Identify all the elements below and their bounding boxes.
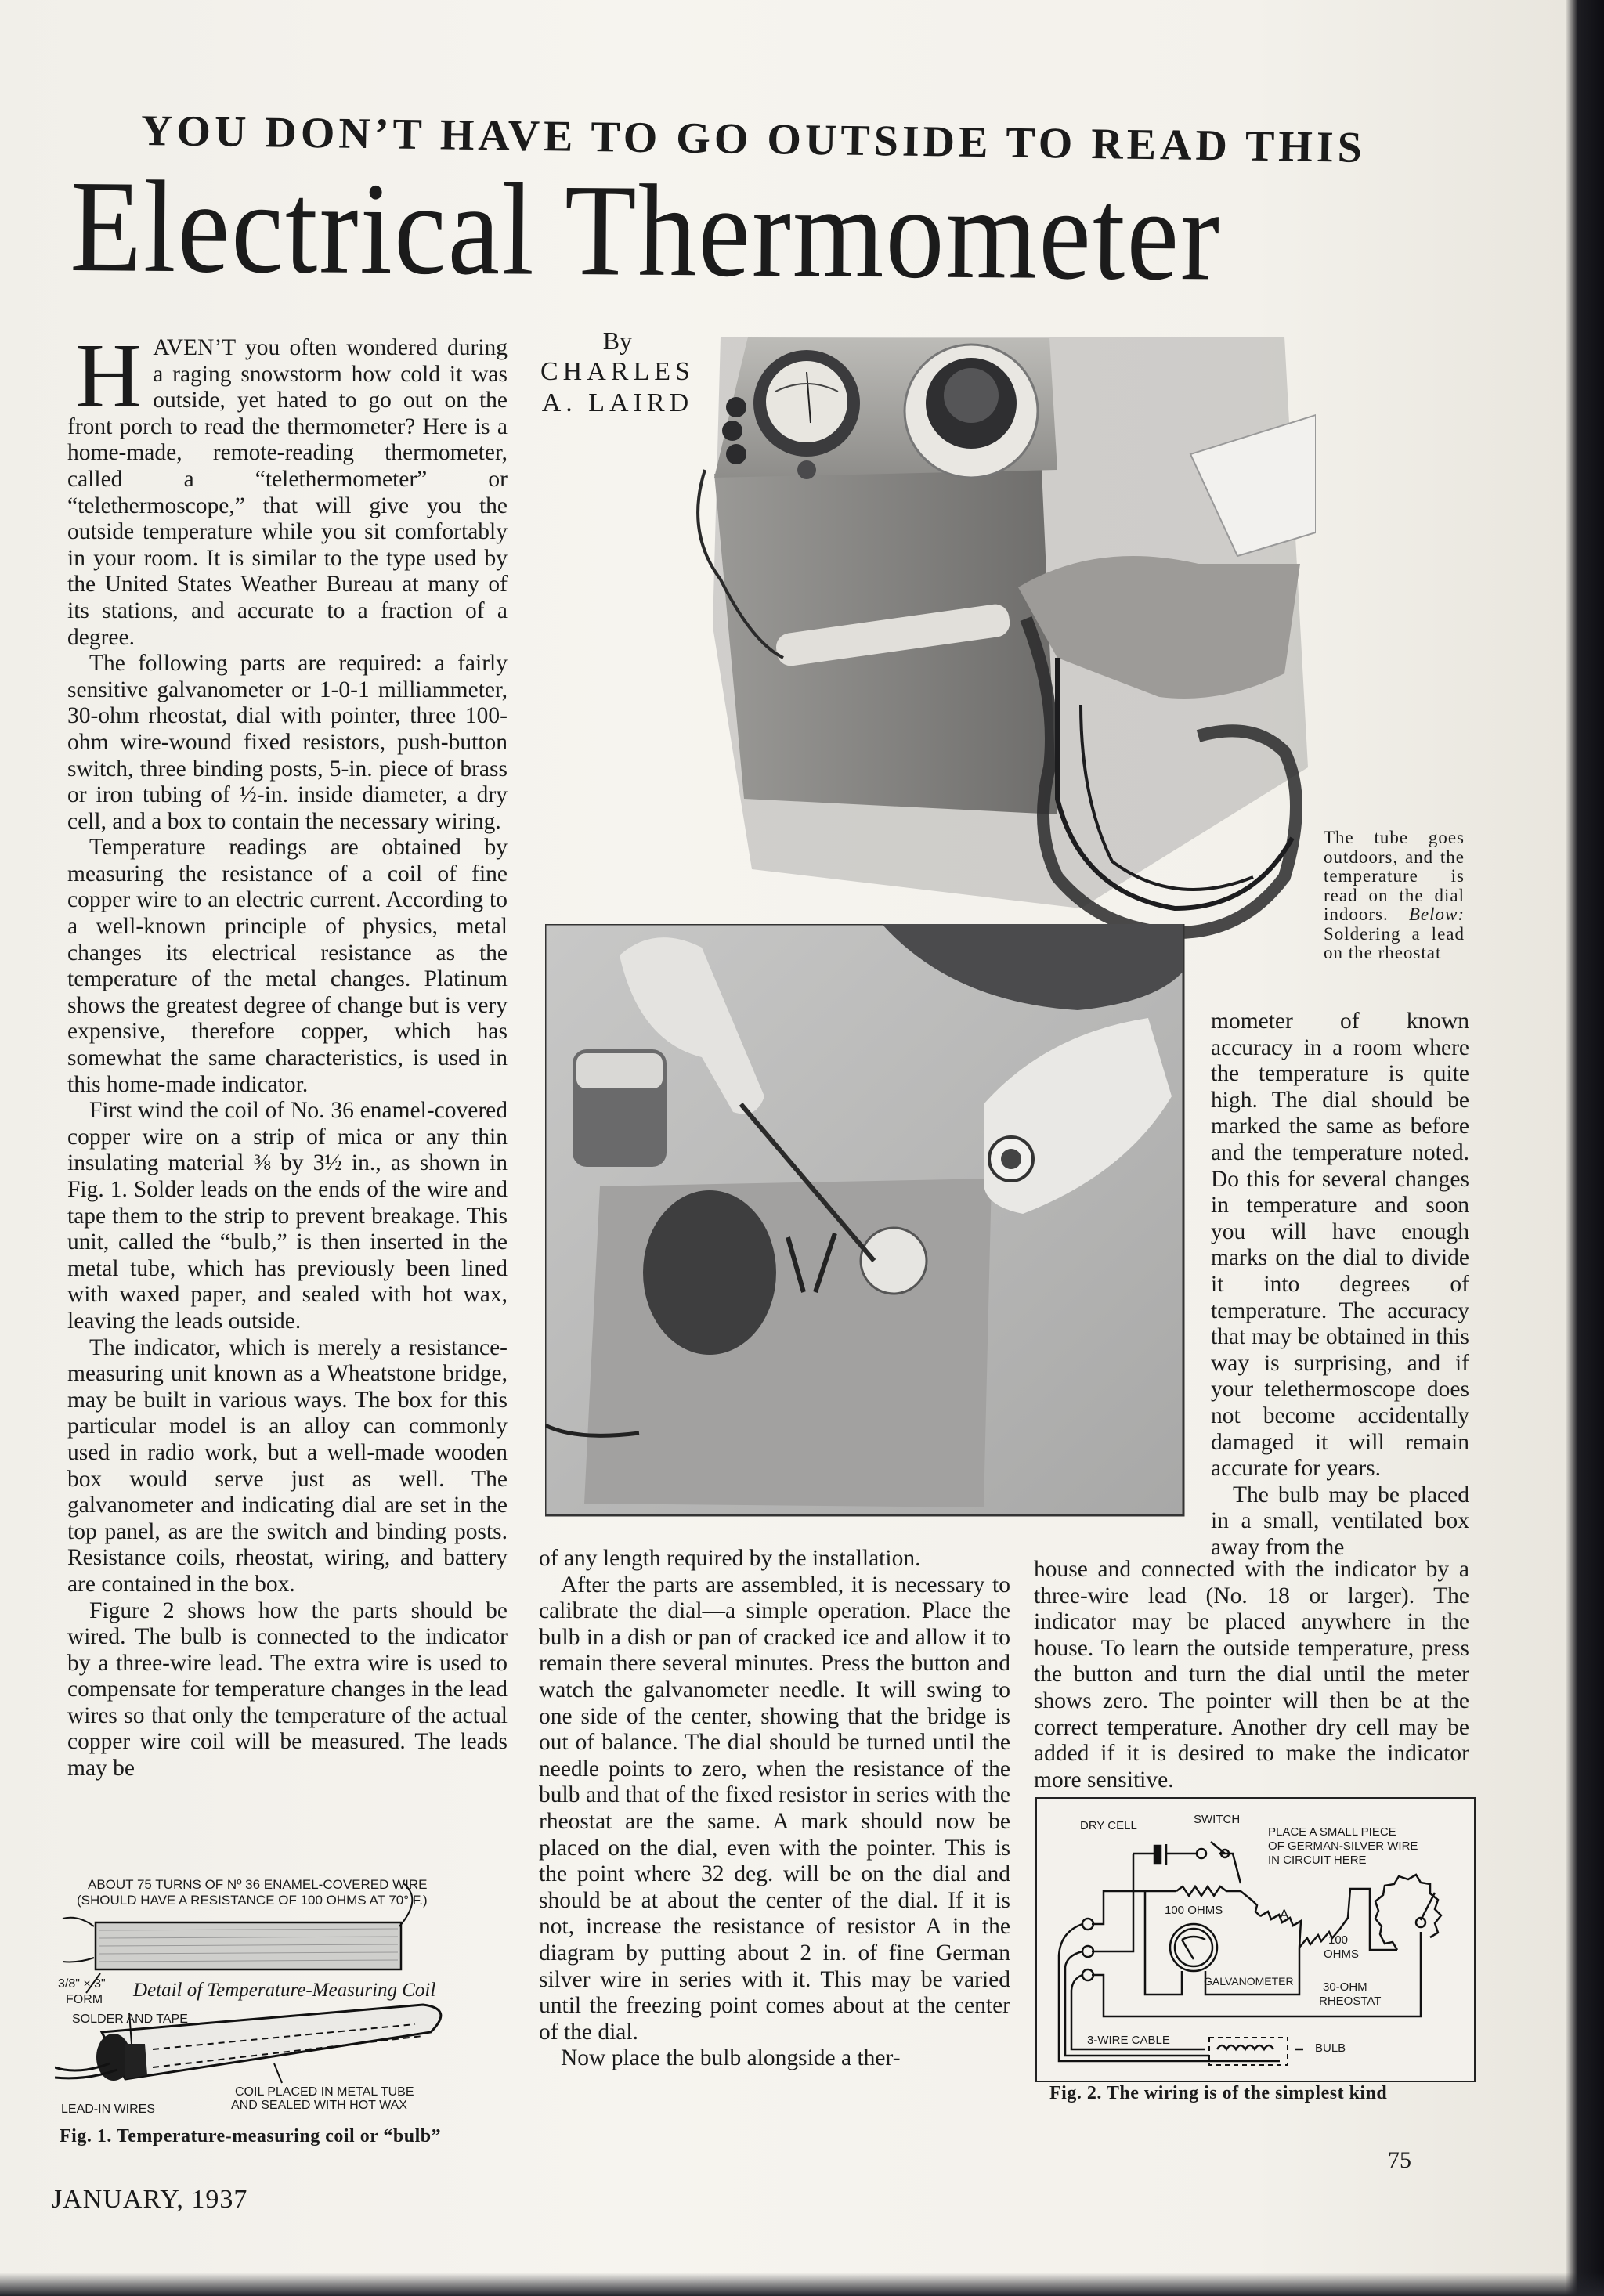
paragraph: Figure 2 shows how the parts should be wired. The bulb is connected to the indicator by a three-wire lead. The extra wire is used to compensate for temperature changes in the lead wires so that only the temperature of the actual copper wire coil will be measured. The leads may be — [67, 1597, 508, 1782]
figure-2 — [1035, 1797, 1476, 2082]
label-resistor-a: A — [1280, 1907, 1289, 1922]
page-number: 75 — [1388, 2147, 1411, 2173]
label-100-right: 100 — [1328, 1933, 1349, 1947]
label-form: FORM — [66, 1993, 103, 2006]
paragraph: Now place the bulb alongside a ther- — [561, 2045, 901, 2071]
label-place-2: OF GERMAN-SILVER WIRE — [1268, 1839, 1418, 1853]
article-title: Electrical Thermometer — [69, 153, 1222, 309]
label-galvanometer: GALVANOMETER — [1204, 1975, 1294, 1987]
paragraph: The following parts are required: a fairly sensitive galvanometer or 1-0-1 milliammeter, 30-ohm rheostat, dial with pointer, three 100-ohm wire-wound fixed resistors, push-button switch, three binding posts, 5-in. piece of brass or iron tubing of ½-in. inside diameter, a dry cell, and a box to contain the necessary wiring. — [67, 651, 508, 834]
label-coil-2: AND SEALED WITH HOT WAX — [231, 2099, 407, 2112]
paragraph: First wind the coil of No. 36 enamel-covered copper wire on a strip of mica or any thin insulating material ⅜ by 3½ in., as shown in Fig. 1. Solder leads on the ends of the wire and tape them to the strip to prevent breakage. This unit, called the “bulb,” is then inserted in the metal tube, which has previously been lined with waxed paper, and sealed with hot wax, leaving the leads outside. — [67, 1098, 508, 1334]
byline — [540, 325, 695, 419]
author-first: CHARLES — [540, 357, 695, 386]
column-1 — [67, 324, 508, 1782]
drop-cap: H — [75, 324, 143, 427]
label-lead-in: LEAD-IN WIRES — [61, 2103, 156, 2116]
photo-caption: The tube goes outdoors, and the temperature is read on the dial indoors. Below: Soldering a lead on the rheostat — [1324, 828, 1465, 962]
label-solder-tape: SOLDER AND TAPE — [72, 2013, 188, 2026]
paragraph: After the parts are assembled, it is necessary to calibrate the dial—a simple operation. Place the bulb in a dish or pan of cracked ice and allow it to remain there several minutes. Press the button and watch the galvanometer needle. It will swing to one side of the center, showing that the bridge is out of balance. The dial should be turned until the needle points to zero, when the resistance of the bulb and that of the fixed resistor in series with the rheostat are the same. A mark should now be placed on the dial, even with the pointer. This is the point where 32 deg. will be on the dial and should be at about the center of the dial. If it is not, increase the resistance of resistor A in the diagram by putting about 2 in. of fine German silver wire in series with it. This may be varied until the freezing point comes about at the center of the dial. — [539, 1572, 1010, 2045]
label-form-size: 3/8" × 3" — [58, 1977, 106, 1991]
label-switch: SWITCH — [1194, 1813, 1241, 1826]
column-3 — [1211, 1009, 1469, 1561]
label-ohms-right: OHMS — [1324, 1948, 1359, 1961]
detail-title: Detail of Temperature-Measuring Coil — [133, 1980, 436, 2001]
label-cable: 3-WIRE CABLE — [1087, 2034, 1170, 2047]
figure-1-caption: Fig. 1. Temperature-measuring coil or “bulb” — [60, 2126, 442, 2146]
label-place-3: IN CIRCUIT HERE — [1268, 1854, 1367, 1867]
paragraph: house and connected with the indicator by a three-wire lead (No. 18 or larger). The indicator may be placed anywhere in the house. To learn the outside temperature, press the button and turn the dial until the meter shows zero. The pointer will then be at the correct temperature. Another dry cell may be added if it is desired to make the indicator more sensitive. — [1034, 1557, 1469, 1792]
label-coil-1: COIL PLACED IN METAL TUBE — [235, 2085, 414, 2099]
label-rheostat-1: 30-OHM — [1323, 1980, 1367, 1994]
label-place-1: PLACE A SMALL PIECE — [1268, 1825, 1396, 1839]
photo-soldering-rheostat — [545, 924, 1203, 1519]
paragraph: mometer of known accuracy in a room where the temperature is quite high. The dial should be marked the same as before and the temperature noted. Do this for several changes in temperature and soon you will have enough marks on the dial to divide it into degrees of temperature. The accuracy that may be obtained in this way is surprising, and if your telethermoscope does not become accidentally damaged it will remain accurate for years. — [1211, 1009, 1469, 1482]
article-kicker: YOU DON’T HAVE TO GO OUTSIDE TO READ THIS — [140, 106, 1367, 172]
issue-date: JANUARY, 1937 — [52, 2185, 248, 2214]
scan-bottom-shadow — [0, 2273, 1604, 2296]
figure-1 — [55, 1875, 525, 2116]
book-spine-edge — [1566, 0, 1604, 2296]
column-2 — [539, 1546, 1010, 2072]
label-rheostat-2: RHEOSTAT — [1319, 1995, 1382, 2008]
label-turns-1: ABOUT 75 TURNS OF Nº 36 ENAMEL-COVERED WIRE — [88, 1877, 428, 1892]
paragraph: The bulb may be placed in a small, ventilated box away from the — [1211, 1482, 1469, 1560]
caption-below-label: Below: — [1408, 904, 1465, 924]
label-dry-cell: DRY CELL — [1080, 1819, 1137, 1832]
intro-paragraph: HAVEN’T you often wondered during a raging snowstorm how cold it was outside, yet hated to go out on the front porch to read the thermometer? Here is a home-made, remote-reading thermometer, called a “telethermometer” or “telethermoscope,” that will give you the outside temperature while you sit comfortably in your room. It is similar to the type used by the United States Weather Bureau at many of its stations, and accurate to a fraction of a degree. — [67, 324, 508, 650]
label-100-ohms-left: 100 OHMS — [1165, 1904, 1223, 1917]
label-turns-2: (SHOULD HAVE A RESISTANCE OF 100 OHMS AT 70° F.) — [77, 1893, 428, 1908]
paragraph: The indicator, which is merely a resistance-measuring unit known as a Wheatstone bridge, may be built in various ways. The box for this particular model is an alloy can commonly used in radio work, but a well-made wooden box would serve just as well. The galvanometer and indicating dial are set in the top panel, as are the switch and binding posts. Resistance coils, rheostat, wiring, and battery are contained in the box. — [67, 1334, 508, 1597]
figure-2-caption: Fig. 2. The wiring is of the simplest kind — [1049, 2083, 1388, 2103]
label-bulb: BULB — [1315, 2041, 1346, 2055]
photo-indicator-box — [689, 329, 1316, 971]
paragraph: of any length required by the installation. — [539, 1546, 921, 1571]
column-3-wide — [1034, 1557, 1469, 1793]
byline-by: By — [602, 327, 633, 355]
paragraph: Temperature readings are obtained by measuring the resistance of a coil of fine copper wire to an electric current. According to a well-known principle of physics, metal changes its electrical resistance as the temperature of the metal changes. Platinum shows the greatest degree of change but is very expensive, therefore copper, which has somewhat the same characteristics, is used in this home-made indicator. — [67, 835, 508, 1097]
author-last: A. LAIRD — [541, 388, 694, 417]
